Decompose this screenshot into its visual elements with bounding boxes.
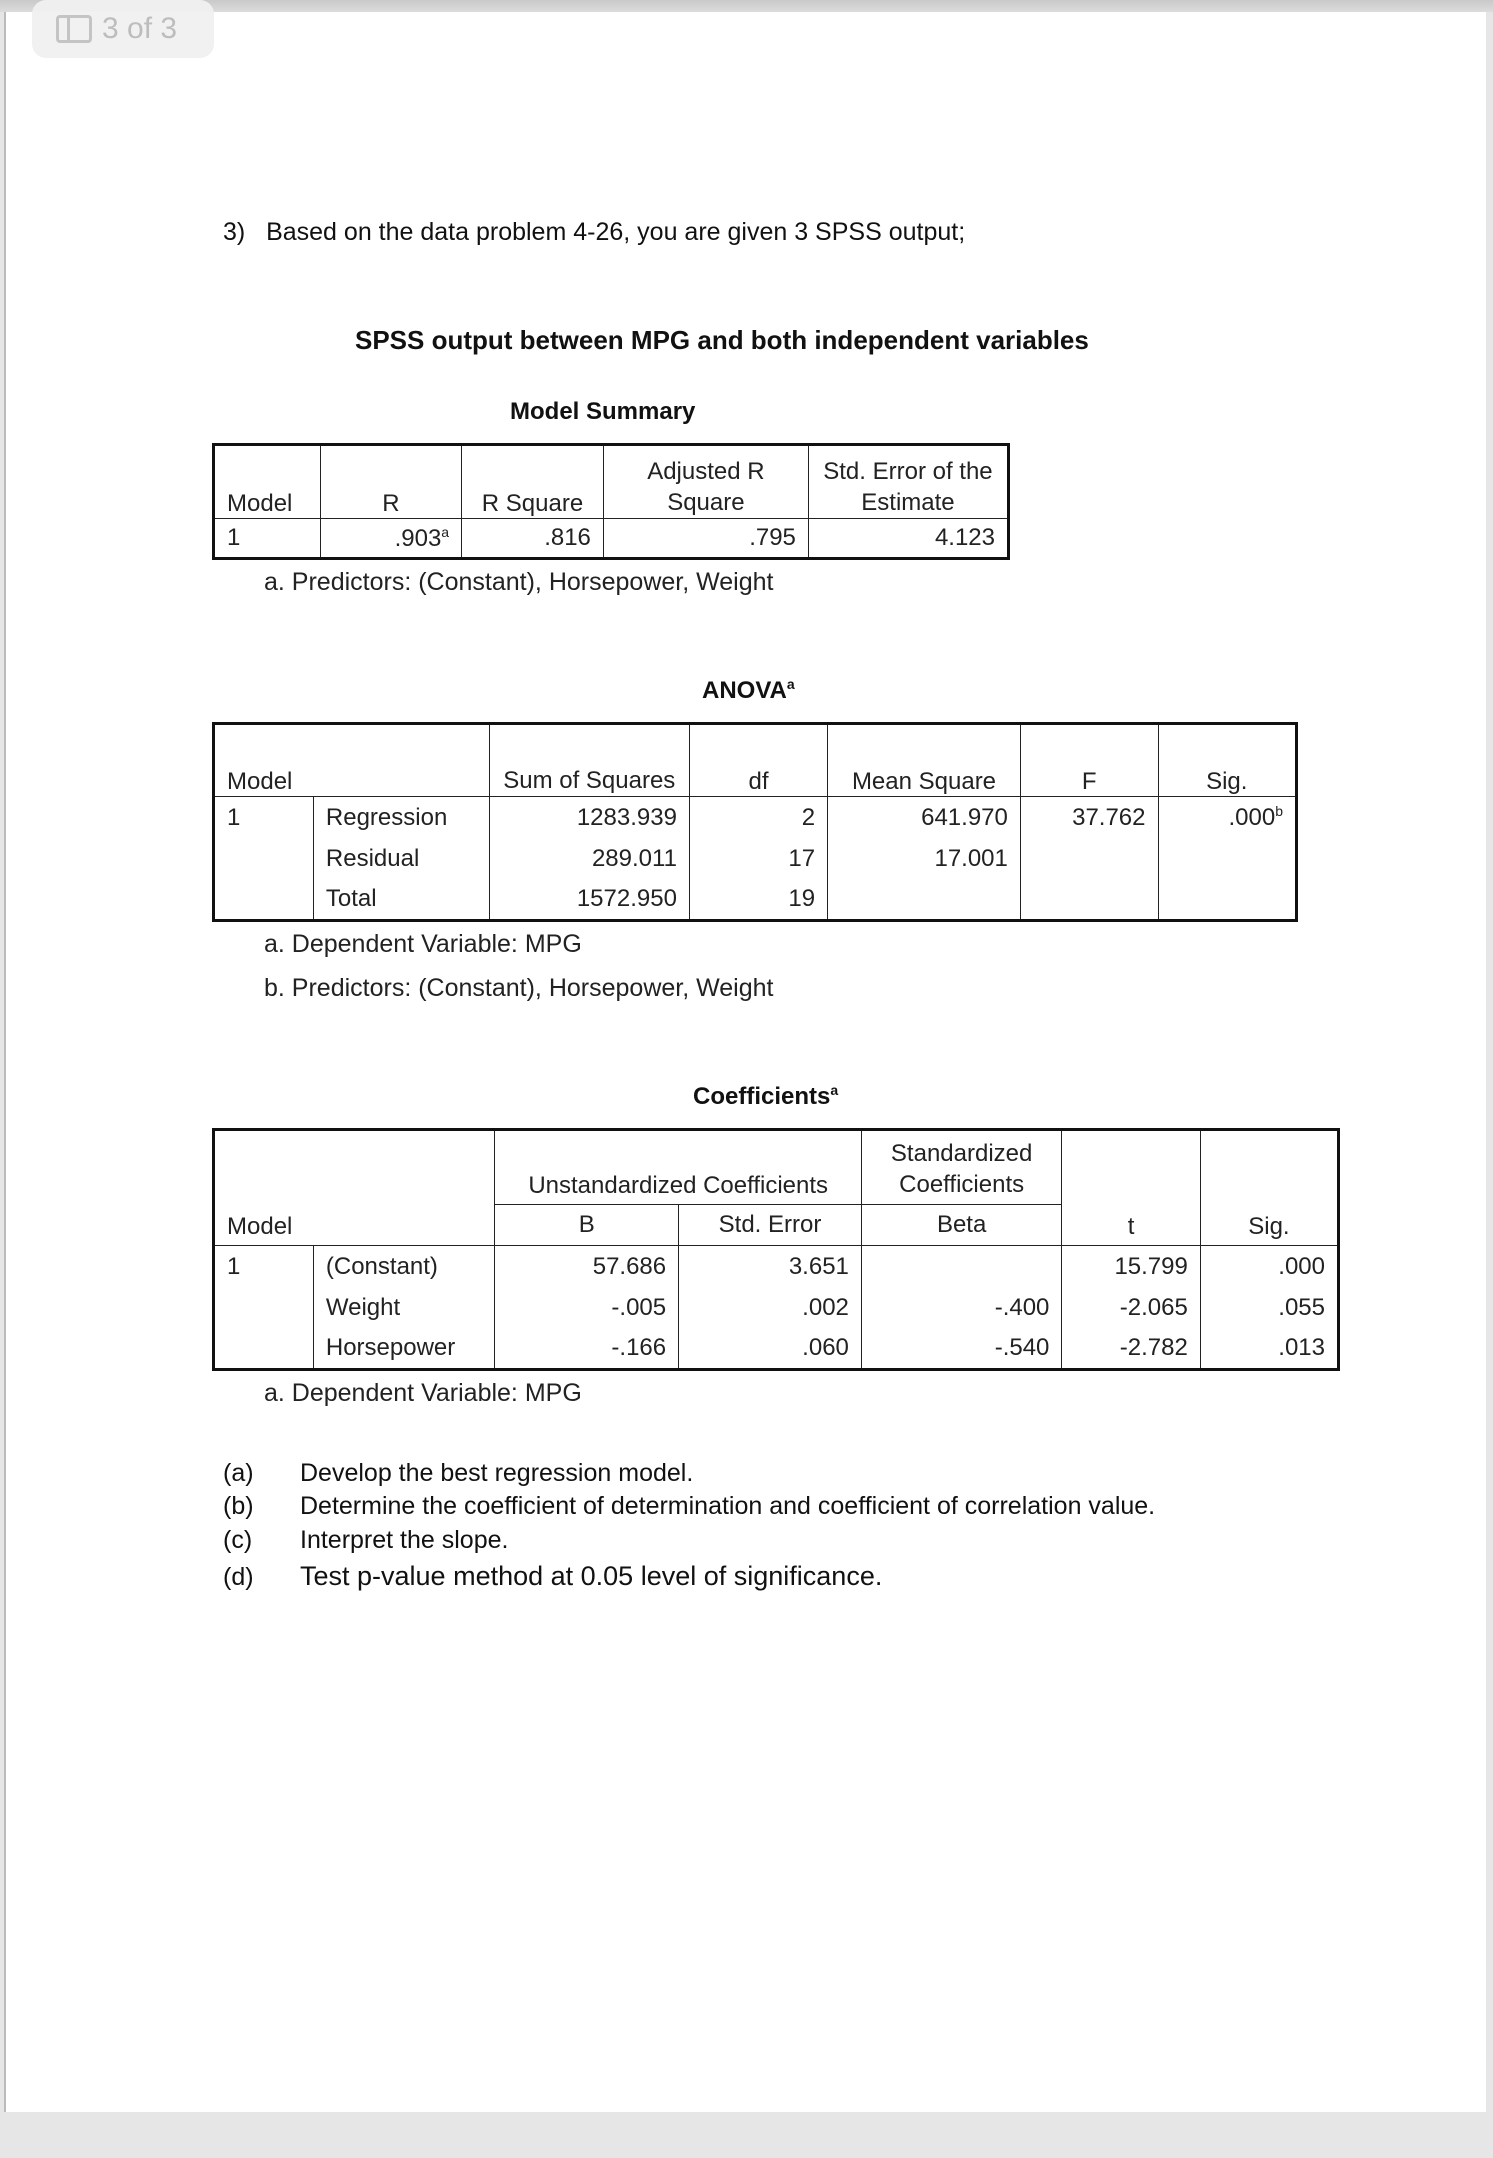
- table-row: 1 (Constant) 57.686 3.651 15.799 .000: [214, 1246, 1339, 1288]
- section-heading: SPSS output between MPG and both independent variables: [355, 325, 1089, 355]
- anova-title: ANOVA$^a$: [702, 676, 795, 704]
- header-std-error: Std. Error of the Estimate: [808, 445, 1008, 519]
- header-r-square: R Square: [462, 445, 604, 519]
- header-df: df: [689, 724, 827, 797]
- table-row: Horsepower -.166 .060 -.540 -2.782 .013: [214, 1329, 1339, 1370]
- header-beta: Beta: [861, 1205, 1062, 1246]
- table-row: 1 Regression 1283.939 2 641.970 37.762 .000$^b$: [214, 797, 1297, 839]
- model-summary-title: Model Summary: [510, 398, 696, 425]
- task-b: (b) Determine the coefficient of determination and coefficient of correlation value.: [223, 1492, 1156, 1520]
- header-sig: Sig.: [1200, 1130, 1338, 1246]
- header-sig: Sig.: [1158, 724, 1297, 797]
- header-adj-r-square: Adjusted R Square: [603, 445, 808, 519]
- coefficients-title: Coefficients$^a$: [693, 1082, 839, 1110]
- table-row: Total 1572.950 19: [214, 880, 1297, 921]
- header-model: Model: [214, 445, 321, 519]
- header-unstandardized: Unstandardized Coefficients: [495, 1130, 861, 1205]
- header-r: R: [320, 445, 461, 519]
- coefficients-footnote: a. Dependent Variable: MPG: [264, 1379, 582, 1407]
- task-c: (c) Interpret the slope.: [223, 1526, 509, 1554]
- header-b: B: [495, 1205, 679, 1246]
- header-model: Model: [214, 1130, 314, 1246]
- header-mean-square: Mean Square: [828, 724, 1021, 797]
- model-summary-footnote: a. Predictors: (Constant), Horsepower, Weight: [264, 568, 774, 596]
- question-number: 3): [223, 218, 246, 246]
- cell-std-error: 4.123: [808, 519, 1008, 559]
- model-summary-table: [212, 443, 1010, 560]
- cell-adj-r-square: .795: [603, 519, 808, 559]
- page-count: 3 of 3: [102, 12, 178, 45]
- header-f: F: [1020, 724, 1158, 797]
- viewer-top-bar: [0, 0, 1493, 12]
- question-intro: [223, 218, 965, 247]
- header-model: Model: [214, 724, 314, 797]
- header-std-error: Std. Error: [679, 1205, 862, 1246]
- cell-r-square: .816: [462, 519, 604, 559]
- table-row: Weight -.005 .002 -.400 -2.065 .055: [214, 1288, 1339, 1329]
- table-row: [214, 519, 1009, 559]
- task-d: (d) Test p-value method at 0.05 level of significance.: [223, 1561, 883, 1591]
- header-standardized: Standardized Coefficients: [861, 1130, 1062, 1205]
- cell-r: .903$^a$: [320, 519, 461, 559]
- anova-footnote-b: b. Predictors: (Constant), Horsepower, Weight: [264, 974, 774, 1002]
- header-sum-of-squares: Sum of Squares: [489, 724, 689, 797]
- task-a: (a) Develop the best regression model.: [223, 1459, 694, 1487]
- page-indicator[interactable]: [32, 0, 214, 58]
- header-t: t: [1062, 1130, 1200, 1246]
- question-intro-text: Based on the data problem 4-26, you are given 3 SPSS output;: [266, 218, 966, 246]
- anova-table: [212, 722, 1298, 922]
- anova-footnote-a: a. Dependent Variable: MPG: [264, 930, 582, 958]
- table-row: Residual 289.011 17 17.001: [214, 839, 1297, 880]
- sidebar-icon[interactable]: [56, 15, 92, 43]
- cell-model: 1: [214, 519, 321, 559]
- coefficients-table: [212, 1128, 1340, 1371]
